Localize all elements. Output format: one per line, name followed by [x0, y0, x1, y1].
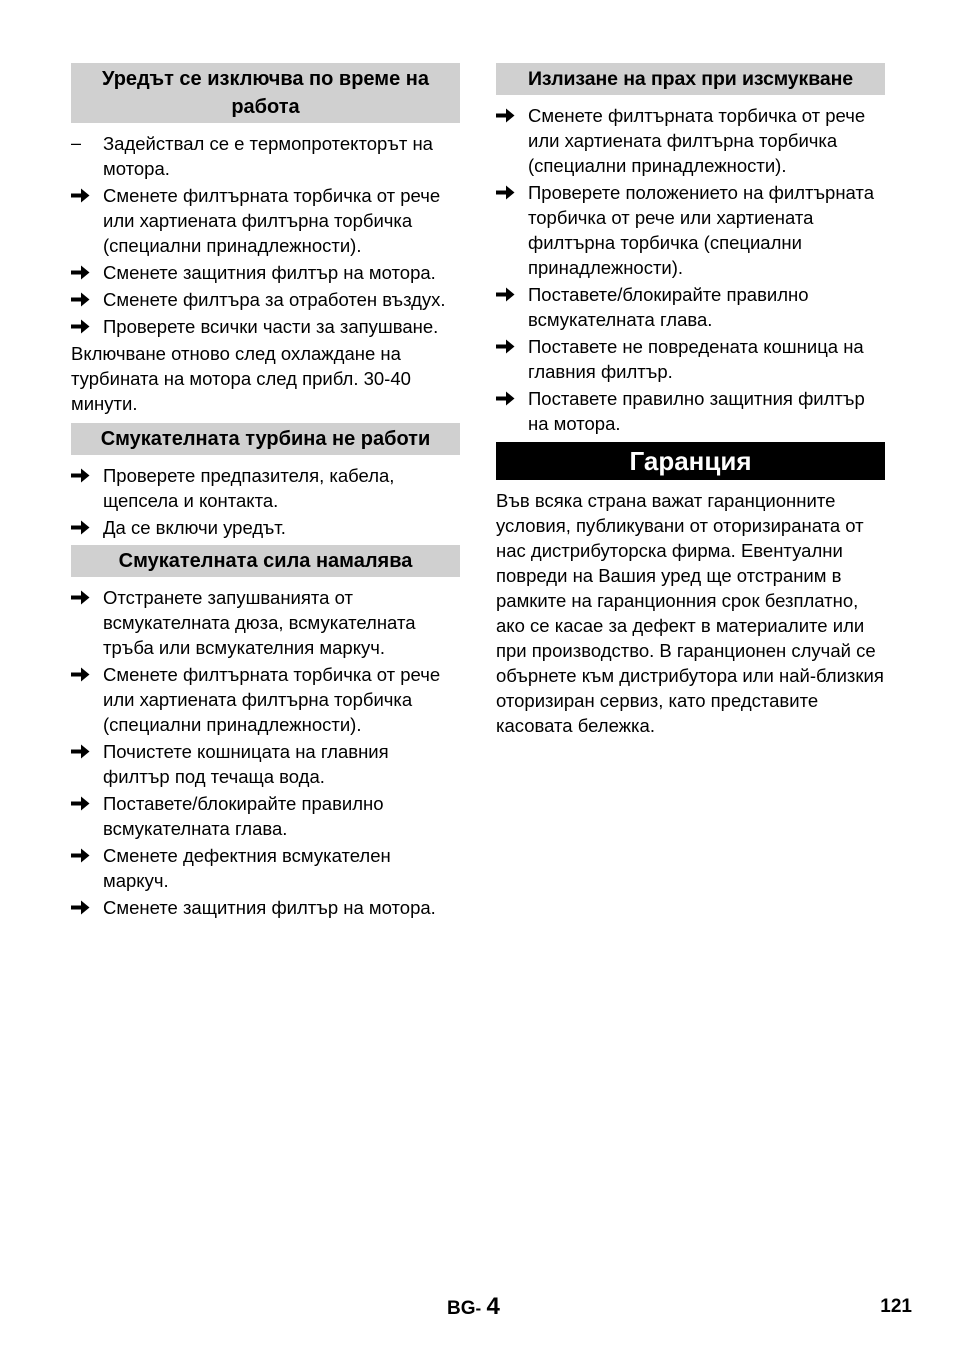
list-item-text: Да се включи уредът.	[103, 517, 286, 538]
arrow-right-icon	[71, 843, 95, 868]
instruction-list	[71, 585, 460, 920]
list-item	[496, 103, 885, 178]
section-dust-escapes	[496, 63, 885, 436]
list-item	[71, 260, 460, 285]
page-number: 121	[880, 1296, 912, 1317]
arrow-right-icon	[71, 183, 95, 208]
arrow-right-icon	[71, 287, 95, 312]
list-item	[496, 282, 885, 332]
list-item	[71, 843, 460, 893]
list-item-text: Сменете филтърната торбичка от рече или хартиената филтърна торбичка (специални принадлежности).	[103, 185, 441, 256]
list-item-text: Поставете правилно защитния филтър на мотора.	[528, 388, 865, 434]
section-heading: Смукателната сила намалява	[71, 545, 460, 577]
list-item	[71, 739, 460, 789]
restart-note: Включване отново след охлаждане на турбината на мотора след прибл. 30-40 минути.	[71, 343, 411, 414]
section-warranty	[496, 442, 885, 738]
list-item-text: Проверете всички части за запушване.	[103, 316, 439, 337]
arrow-right-icon	[71, 895, 95, 920]
list-item-text: Проверете предпазителя, кабела, щепсела и контакта.	[103, 465, 395, 511]
list-item	[71, 662, 460, 737]
list-item	[71, 515, 460, 540]
list-item	[71, 895, 460, 920]
list-item-text: Поставете не повредената кошница на главния филтър.	[528, 336, 864, 382]
list-item	[71, 585, 460, 660]
list-item-text: Поставете/блокирайте правилно всмукателната глава.	[528, 284, 809, 330]
footer-section-page: 4	[486, 1293, 500, 1320]
arrow-right-icon	[71, 662, 95, 687]
list-item	[71, 791, 460, 841]
section-device-switches-off	[71, 63, 460, 416]
list-item	[71, 287, 460, 312]
section-heading: Смукателната турбина не работи	[71, 423, 460, 455]
arrow-right-icon	[71, 463, 95, 488]
section-suction-decreases	[71, 545, 460, 920]
arrow-right-icon	[496, 180, 520, 205]
list-item-text: Сменете дефектния всмукателен маркуч.	[103, 845, 391, 891]
arrow-right-icon	[71, 739, 95, 764]
list-item	[496, 180, 885, 280]
warranty-text: Във всяка страна важат гаранционните условия, публикувани от оторизираната от нас дистрибуторска фирма. Евентуални повреди на Вашия уред ще отстраним в рамките на гаранционния срок безплатно, ако се касае за дефект в материалите или при производство. В гаранционен случай се обърнете към дистрибутора или най-близкия оторизиран сервиз, като представите касовата бележка.	[496, 490, 884, 736]
left-column	[71, 63, 460, 922]
list-item	[71, 131, 460, 181]
instruction-list	[71, 131, 460, 339]
section-turbine-not-working	[71, 423, 460, 540]
list-item-text: Сменете защитния филтър на мотора.	[103, 262, 436, 283]
warranty-heading: Гаранция	[496, 442, 885, 480]
arrow-right-icon	[71, 515, 95, 540]
arrow-right-icon	[71, 260, 95, 285]
list-item	[71, 314, 460, 339]
section-heading: Излизане на прах при изсмукване	[496, 63, 885, 95]
arrow-right-icon	[71, 585, 95, 610]
list-item-text: Проверете положението на филтърната торбичка от рече или хартиената филтърна торбичка (специални принадлежности).	[528, 182, 874, 278]
instruction-list	[71, 463, 460, 540]
list-item-text: Сменете филтъра за отработен въздух.	[103, 289, 446, 310]
footer-separator: -	[475, 1299, 482, 1318]
arrow-right-icon	[496, 386, 520, 411]
right-column	[496, 63, 885, 738]
instruction-list	[496, 103, 885, 436]
arrow-right-icon	[71, 314, 95, 339]
arrow-right-icon	[496, 334, 520, 359]
list-item-text: Поставете/блокирайте правилно всмукателната глава.	[103, 793, 384, 839]
arrow-right-icon	[71, 791, 95, 816]
list-item	[496, 334, 885, 384]
arrow-right-icon	[496, 282, 520, 307]
list-item	[71, 183, 460, 258]
dash-marker: –	[71, 133, 82, 153]
footer-section-code	[447, 1292, 500, 1324]
list-item-text: Сменете филтърната торбичка от рече или хартиената филтърна торбичка (специални принадлежности).	[103, 664, 441, 735]
list-item-text: Отстранете запушванията от всмукателната дюза, всмукателната тръба или всмукателния маркуч.	[103, 587, 416, 658]
list-item-text: Сменете филтърната торбичка от рече или хартиената филтърна торбичка (специални принадлежности).	[528, 105, 866, 176]
section-heading: Уредът се изключва по време на работа	[71, 63, 460, 123]
list-item	[496, 386, 885, 436]
list-item-text: Сменете защитния филтър на мотора.	[103, 897, 436, 918]
list-item	[71, 463, 460, 513]
list-item-text: Задействал се е термопротекторът на мотора.	[103, 133, 433, 179]
footer-lang: BG	[447, 1298, 476, 1319]
arrow-right-icon	[496, 103, 520, 128]
list-item-text: Почистете кошницата на главния филтър под течаща вода.	[103, 741, 389, 787]
